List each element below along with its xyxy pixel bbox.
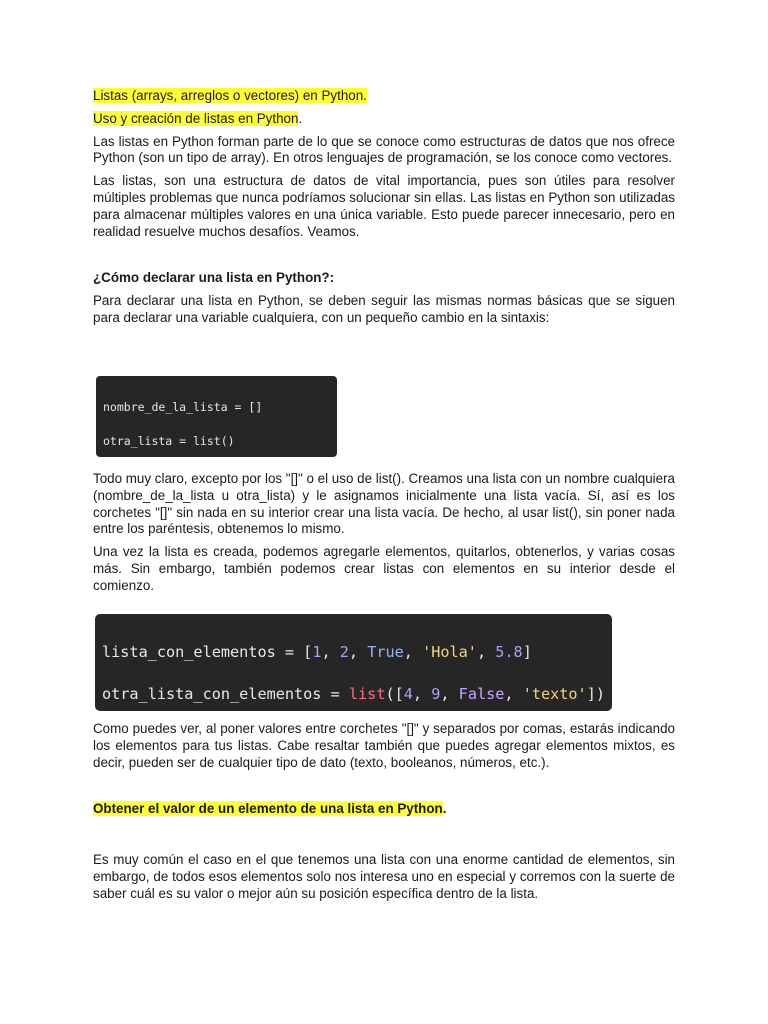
document-subtitle-tail: .	[298, 110, 303, 126]
code-line-list-constructor: otra_lista = list()	[103, 434, 235, 448]
code-value-true: True	[367, 643, 404, 661]
code-sep-7: ,	[504, 685, 523, 703]
document-title-text: Listas (arrays, arreglos o vectores) en Python.	[93, 88, 367, 103]
paragraph-intro: Las listas en Python forman parte de lo que se conoce como estructuras de datos que nos ofrece Python (son un tipo de array). En otros lenguajes de programación, se los conoce como vectores.	[93, 133, 675, 166]
code-variable-name: lista_con_elementos	[102, 643, 276, 661]
code-value-string: 'Hola'	[422, 643, 477, 661]
code-value-9: 9	[431, 685, 441, 703]
code-function-list: list	[348, 685, 386, 703]
paragraph-declare: Para declarar una lista en Python, se deben seguir las mismas normas básicas que se siguen para declarar una variable cualquiera, con un pequeño cambio en la sintaxis:	[93, 293, 675, 325]
paragraph-importance: Las listas, son una estructura de datos de vital importancia, pues son útiles para resolver múltiples problemas que nunca podríamos solucionar sin ellas. Las listas en Python son utilizadas para almacenar múltiples valores en una única variable. Esto puede parecer innecesario, pero en realidad resuelve muchos desafíos. Veamos.	[93, 173, 675, 239]
code-value-2: 2	[339, 643, 349, 661]
code-sep-6: ,	[440, 685, 459, 703]
section-heading-get-value	[93, 801, 675, 818]
code-block-empty-lists	[96, 376, 337, 457]
code-sep-1: ,	[321, 643, 340, 661]
code-open-paren-bracket: ([	[385, 685, 404, 703]
paragraph-creation: Una vez la lista es creada, podemos agregarle elementos, quitarlos, obtenerlos, y varias cosas más. Sin embargo, también podemos crear listas con elementos en su interior desde el comienzo.	[93, 544, 675, 593]
code-assign: =	[321, 685, 349, 703]
code-sep-2: ,	[348, 643, 368, 661]
code-line-empty-brackets: nombre_de_la_lista = []	[103, 400, 263, 414]
paragraph-mixed-elements: Como puedes ver, al poner valores entre corchetes "[]" y separados por comas, estarás indicando los elementos para tus listas. Cabe resaltar también que puedes agregar elementos mixtos, es decir, pueden ser de cualquier tipo de dato (texto, booleanos, números, etc.).	[93, 721, 675, 770]
code-close-bracket-paren: ])	[586, 685, 605, 703]
document-subtitle-text: Uso y creación de listas en Python	[93, 110, 299, 126]
document-body	[93, 88, 675, 327]
code-value-float: 5.8	[495, 643, 523, 661]
code-value-false: False	[458, 685, 505, 703]
code-assign-open: = [	[275, 643, 313, 661]
code-sep-4: ,	[476, 643, 496, 661]
section-heading-declare: ¿Cómo declarar una lista en Python?:	[93, 270, 335, 286]
code-variable-name-2: otra_lista_con_elementos	[102, 685, 322, 703]
code-line-literal-list	[102, 643, 532, 661]
document-title	[93, 88, 675, 105]
code-sep-5: ,	[412, 685, 432, 703]
code-close-bracket: ]	[522, 643, 532, 661]
code-value-texto: 'texto'	[522, 685, 587, 703]
code-block-lists-with-elements	[95, 614, 612, 711]
section-heading-get-value-tail: .	[442, 801, 447, 817]
paragraph-get-value: Es muy común el caso en el que tenemos una lista con una enorme cantidad de elementos, sin embargo, de todos esos elementos solo nos interesa uno en especial y corremos con la suerte de saber cuál es su valor o mejor aún su posición específica dentro de la lista.	[93, 852, 675, 901]
code-value-4: 4	[403, 685, 413, 703]
code-sep-3: ,	[403, 643, 423, 661]
document-body-lower	[93, 721, 675, 903]
document-subtitle	[93, 111, 675, 128]
paragraph-explanation: Todo muy claro, excepto por los "[]" o el uso de list(). Creamos una lista con un nombre cualquiera (nombre_de_la_lista u otra_lista) y le asignamos inicialmente una lista vacía. Sí, así es los corchetes "[]" sin nada en su interior crear una lista vacía. De hecho, al usar list(), sin poner nada entre los paréntesis, obtenemos lo mismo.	[93, 471, 675, 537]
section-heading-get-value-text: Obtener el valor de un elemento de una lista en Python	[93, 801, 443, 817]
code-line-list-function	[102, 685, 605, 703]
code-value-1: 1	[312, 643, 322, 661]
document-body-middle	[93, 471, 675, 595]
